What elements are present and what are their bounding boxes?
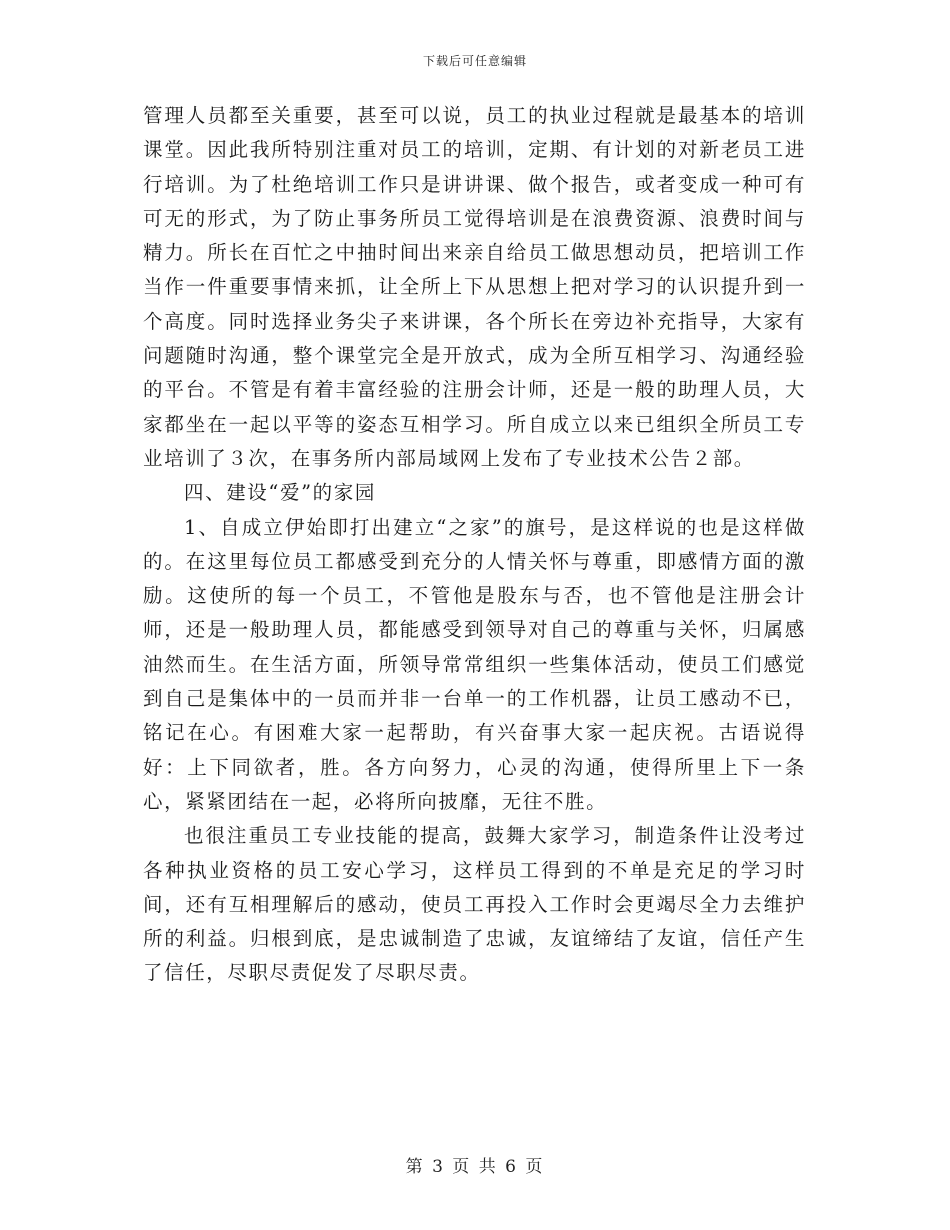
- page-number-footer: 第 3 页 共 6 页: [405, 1157, 545, 1177]
- page-header: 下载后可任意编辑: [422, 54, 527, 68]
- paragraph-home-care: 1、自成立伊始即打出建立“之家”的旗号，是这样说的也是这样做的。在这里每位员工都感受到充分的人情关怀与尊重，即感情方面的激励。这使所的每一个员工，不管他是股东与否，也不管他是注册会计师，还是一般助理人员，都能感受到领导对自己的尊重与关怀，归属感油然而生。在生活方面，所领导常常组织一些集体活动，使员工们感觉到自己是集体中的一员而并非一台单一的工作机器，让员工感动不已，铭记在心。有困难大家一起帮助，有兴奋事大家一起庆祝。古语说得好：上下同欲者，胜。各方向努力，心灵的沟通，使得所里上下一条心，紧紧团结在一起，必将所向披靡，无往不胜。: [143, 515, 806, 813]
- document-body: [143, 99, 806, 991]
- section-heading-love-home: 四、建设“爱”的家园: [184, 481, 376, 505]
- paragraph-training: 管理人员都至关重要，甚至可以说，员工的执业过程就是最基本的培训课堂。因此我所特别注重对员工的培训，定期、有计划的对新老员工进行培训。为了杜绝培训工作只是讲讲课、做个报告，或者变成一种可有可无的形式，为了防止事务所员工觉得培训是在浪费资源、浪费时间与精力。所长在百忙之中抽时间出来亲自给员工做思想动员，把培训工作当作一件重要事情来抓，让全所上下从思想上把对学习的认识提升到一个高度。同时选择业务尖子来讲课，各个所长在旁边补充指导，大家有问题随时沟通，整个课堂完全是开放式，成为全所互相学习、沟通经验的平台。不管是有着丰富经验的注册会计师，还是一般的助理人员，大家都坐在一起以平等的姿态互相学习。所自成立以来已组织全所员工专业培训了３次，在事务所内部局域网上发布了专业技术公告２部。: [143, 104, 806, 470]
- paragraph-skills: 也很注重员工专业技能的提高，鼓舞大家学习，制造条件让没考过各种执业资格的员工安心学习，这样员工得到的不单是充足的学习时间，还有互相理解后的感动，使员工再投入工作时会更竭尽全力去维护所的利益。归根到底，是忠诚制造了忠诚，友谊缔结了友谊，信任产生了信任，尽职尽责促发了尽职尽责。: [143, 824, 806, 985]
